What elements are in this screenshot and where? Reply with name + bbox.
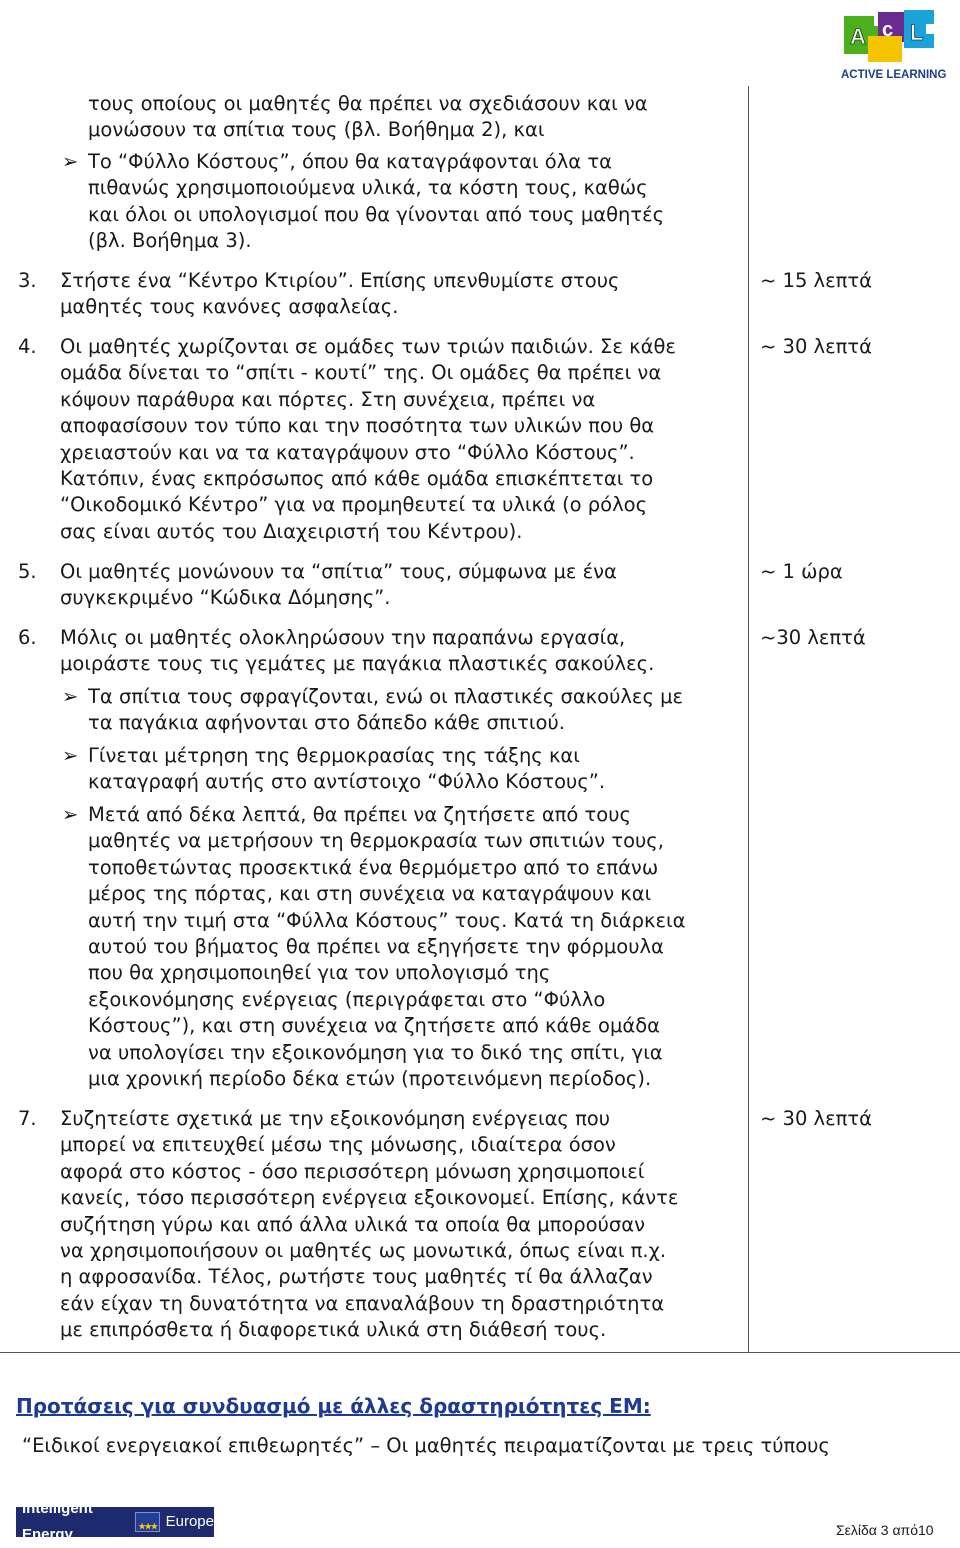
table-bottom-border bbox=[0, 1352, 960, 1353]
text-line: να υπολογίσει την εξοικονόμηση για το δικό της σπίτι, για bbox=[88, 1040, 663, 1064]
text-line: Κατόπιν, ένας εκπρόσωπος από κάθε ομάδα επισκέπτεται το bbox=[60, 467, 654, 491]
text-line: μονώσουν τα σπίτια τους (βλ. Βοήθημα 2), και bbox=[88, 118, 545, 142]
arrow-bullet-icon: ➢ bbox=[62, 744, 79, 767]
text-line: Μόλις οι μαθητές ολοκληρώσουν την παραπάνω εργασία, bbox=[60, 626, 626, 649]
text-line: Το “Φύλλο Κόστους”, όπου θα καταγράφονται όλα τα bbox=[88, 150, 612, 173]
text-line: χρειαστούν και να τα καταγράψουν στο “Φύλλο Κόστους”. bbox=[60, 440, 635, 464]
text-line: εάν είχαν τη δυνατότητα να επαναλάβουν τη δραστηριότητα bbox=[60, 1291, 665, 1315]
text-line: τοποθετώντας προσεκτικά ένα θερμόμετρο από το επάνω bbox=[88, 855, 659, 879]
step-number: 7. bbox=[18, 1107, 37, 1130]
text-line: μοιράστε τους τις γεμάτες με παγάκια πλαστικές σακούλες. bbox=[60, 652, 655, 676]
text-line: να χρησιμοποιήσουν οι μαθητές ως μονωτικά, όπως είναι π.χ. bbox=[60, 1239, 667, 1263]
arrow-bullet-icon: ➢ bbox=[62, 150, 79, 173]
step-number: 6. bbox=[18, 626, 37, 649]
text-line: τα παγάκια αφήνονται στο δάπεδο κάθε σπιτιού. bbox=[88, 711, 565, 735]
continued-text bbox=[88, 91, 738, 144]
text-line: αυτού του βήματος θα πρέπει να εξηγήσετε την φόρμουλα bbox=[88, 935, 664, 959]
text-line: Μετά από δέκα λεπτά, θα πρέπει να ζητήσετε από τους bbox=[88, 803, 631, 826]
step-duration: ~ 30 λεπτά bbox=[760, 1107, 872, 1130]
text-line: Κόστους”), και στη συνέχεια να ζητήσετε από κάθε ομάδα bbox=[88, 1014, 661, 1038]
step-duration: ~30 λεπτά bbox=[760, 626, 866, 649]
text-line: με επιπρόσθετα ή διαφορετικά υλικά στη διάθεσή τους. bbox=[60, 1318, 607, 1342]
brand-name: Intelligent Energy bbox=[22, 1499, 93, 1543]
page-number: Σελίδα 3 από10 bbox=[836, 1522, 934, 1538]
table-column-divider bbox=[748, 86, 749, 1352]
text-line: “Οικοδομικό Κέντρο” για να προμηθευτεί τα υλικά (ο ρόλος bbox=[60, 493, 648, 517]
step-number: 5. bbox=[18, 560, 37, 583]
text-line: μια χρονική περίοδο δέκα ετών (προτεινόμενη περίοδος). bbox=[88, 1067, 652, 1091]
text-line: τους οποίους οι μαθητές θα πρέπει να σχεδιάσουν και να bbox=[88, 92, 648, 115]
text-line: αφορά στο κόστος - όσο περισσότερη μόνωση χρησιμοποιεί bbox=[60, 1159, 645, 1183]
text-line: Συζητείστε σχετικά με την εξοικονόμηση ενέργειας που bbox=[60, 1107, 611, 1130]
text-line: συζήτηση γύρω και από άλλα υλικά τα οποία θα μπορούσαν bbox=[60, 1212, 645, 1236]
text-line: και όλοι οι υπολογισμοί που θα γίνονται από τους μαθητές bbox=[88, 202, 665, 226]
step-duration: ~ 15 λεπτά bbox=[760, 269, 872, 292]
text-line: αποφασίσουν τον τύπο και την ποσότητα των υλικών που θα bbox=[60, 414, 655, 438]
step-duration: ~ 1 ώρα bbox=[760, 560, 843, 583]
active-learning-logo bbox=[838, 6, 946, 82]
suggestions-heading: Προτάσεις για συνδυασμό με άλλες δραστηριότητες ΕΜ: bbox=[16, 1394, 651, 1418]
text-line: η αφροσανίδα. Τέλος, ρωτήστε τους μαθητές τί θα άλλαζαν bbox=[60, 1265, 653, 1289]
text-line: εξοικονόμησης ενέργειας (περιγράφεται στο “Φύλλο bbox=[88, 987, 606, 1011]
text-line: Οι μαθητές μονώνουν τα “σπίτια” τους, σύμφωνα με ένα bbox=[60, 560, 617, 583]
text-line: (βλ. Βοήθημα 3). bbox=[88, 229, 252, 253]
brand-suffix: Europe bbox=[165, 1512, 214, 1530]
text-line: συγκεκριμένο “Κώδικα Δόμησης”. bbox=[60, 586, 391, 610]
text-line: καταγραφή αυτής στο αντίστοιχο “Φύλλο Κόστους”. bbox=[88, 770, 606, 794]
arrow-bullet-icon: ➢ bbox=[62, 803, 79, 826]
text-line: μαθητές να μετρήσουν τη θερμοκρασία των σπιτιών τους, bbox=[88, 829, 664, 853]
text-line: κόψουν παράθυρα και πόρτες. Στη συνέχεια, πρέπει να bbox=[60, 387, 596, 411]
step-number: 4. bbox=[18, 335, 37, 358]
text-line: κανείς, τόσο περισσότερη ενέργεια εξοικονομεί. Επίσης, κάντε bbox=[60, 1186, 679, 1210]
text-line: μαθητές τους κανόνες ασφαλείας. bbox=[60, 295, 399, 319]
text-line: Τα σπίτια τους σφραγίζονται, ενώ οι πλαστικές σακούλες με bbox=[88, 685, 684, 708]
svg-text:ACTIVE LEARNING: ACTIVE LEARNING bbox=[841, 69, 946, 81]
text-line: πιθανώς χρησιμοποιούμενα υλικά, τα κόστη τους, καθώς bbox=[88, 176, 648, 200]
suggestions-line: “Ειδικοί ενεργειακοί επιθεωρητές” – Οι μαθητές πειραματίζονται με τρεις τύπους bbox=[22, 1434, 830, 1457]
text-line: σας είναι αυτός του Διαχειριστή του Κέντρου). bbox=[60, 519, 523, 543]
arrow-bullet-icon: ➢ bbox=[62, 685, 79, 708]
svg-text:A: A bbox=[850, 24, 866, 49]
eu-flag-icon bbox=[135, 1512, 159, 1532]
intelligent-energy-logo bbox=[16, 1499, 214, 1543]
text-line: Οι μαθητές χωρίζονται σε ομάδες των τριών παιδιών. Σε κάθε bbox=[60, 335, 676, 358]
step-duration: ~ 30 λεπτά bbox=[760, 335, 872, 358]
text-line: αυτή την τιμή στα “Φύλλα Κόστους” τους. Κατά τη διάρκεια bbox=[88, 908, 686, 932]
text-line: Γίνεται μέτρηση της θερμοκρασίας της τάξης και bbox=[88, 744, 580, 767]
step-number: 3. bbox=[18, 269, 37, 292]
text-line: μέρος της πόρτας, και στη συνέχεια να καταγράψουν και bbox=[88, 882, 652, 906]
text-line: που θα χρησιμοποιηθεί για τον υπολογισμό της bbox=[88, 961, 551, 985]
svg-text:c: c bbox=[882, 19, 894, 41]
text-line: ομάδα δίνεται το “σπίτι - κουτί” της. Οι ομάδες θα πρέπει να bbox=[60, 361, 662, 385]
text-line: Στήστε ένα “Κέντρο Κτιρίου”. Επίσης υπενθυμίστε στους bbox=[60, 269, 620, 292]
svg-text:L: L bbox=[910, 20, 924, 45]
text-line: μπορεί να επιτευχθεί μέσω της μόνωσης, ιδιαίτερα όσον bbox=[60, 1133, 616, 1157]
